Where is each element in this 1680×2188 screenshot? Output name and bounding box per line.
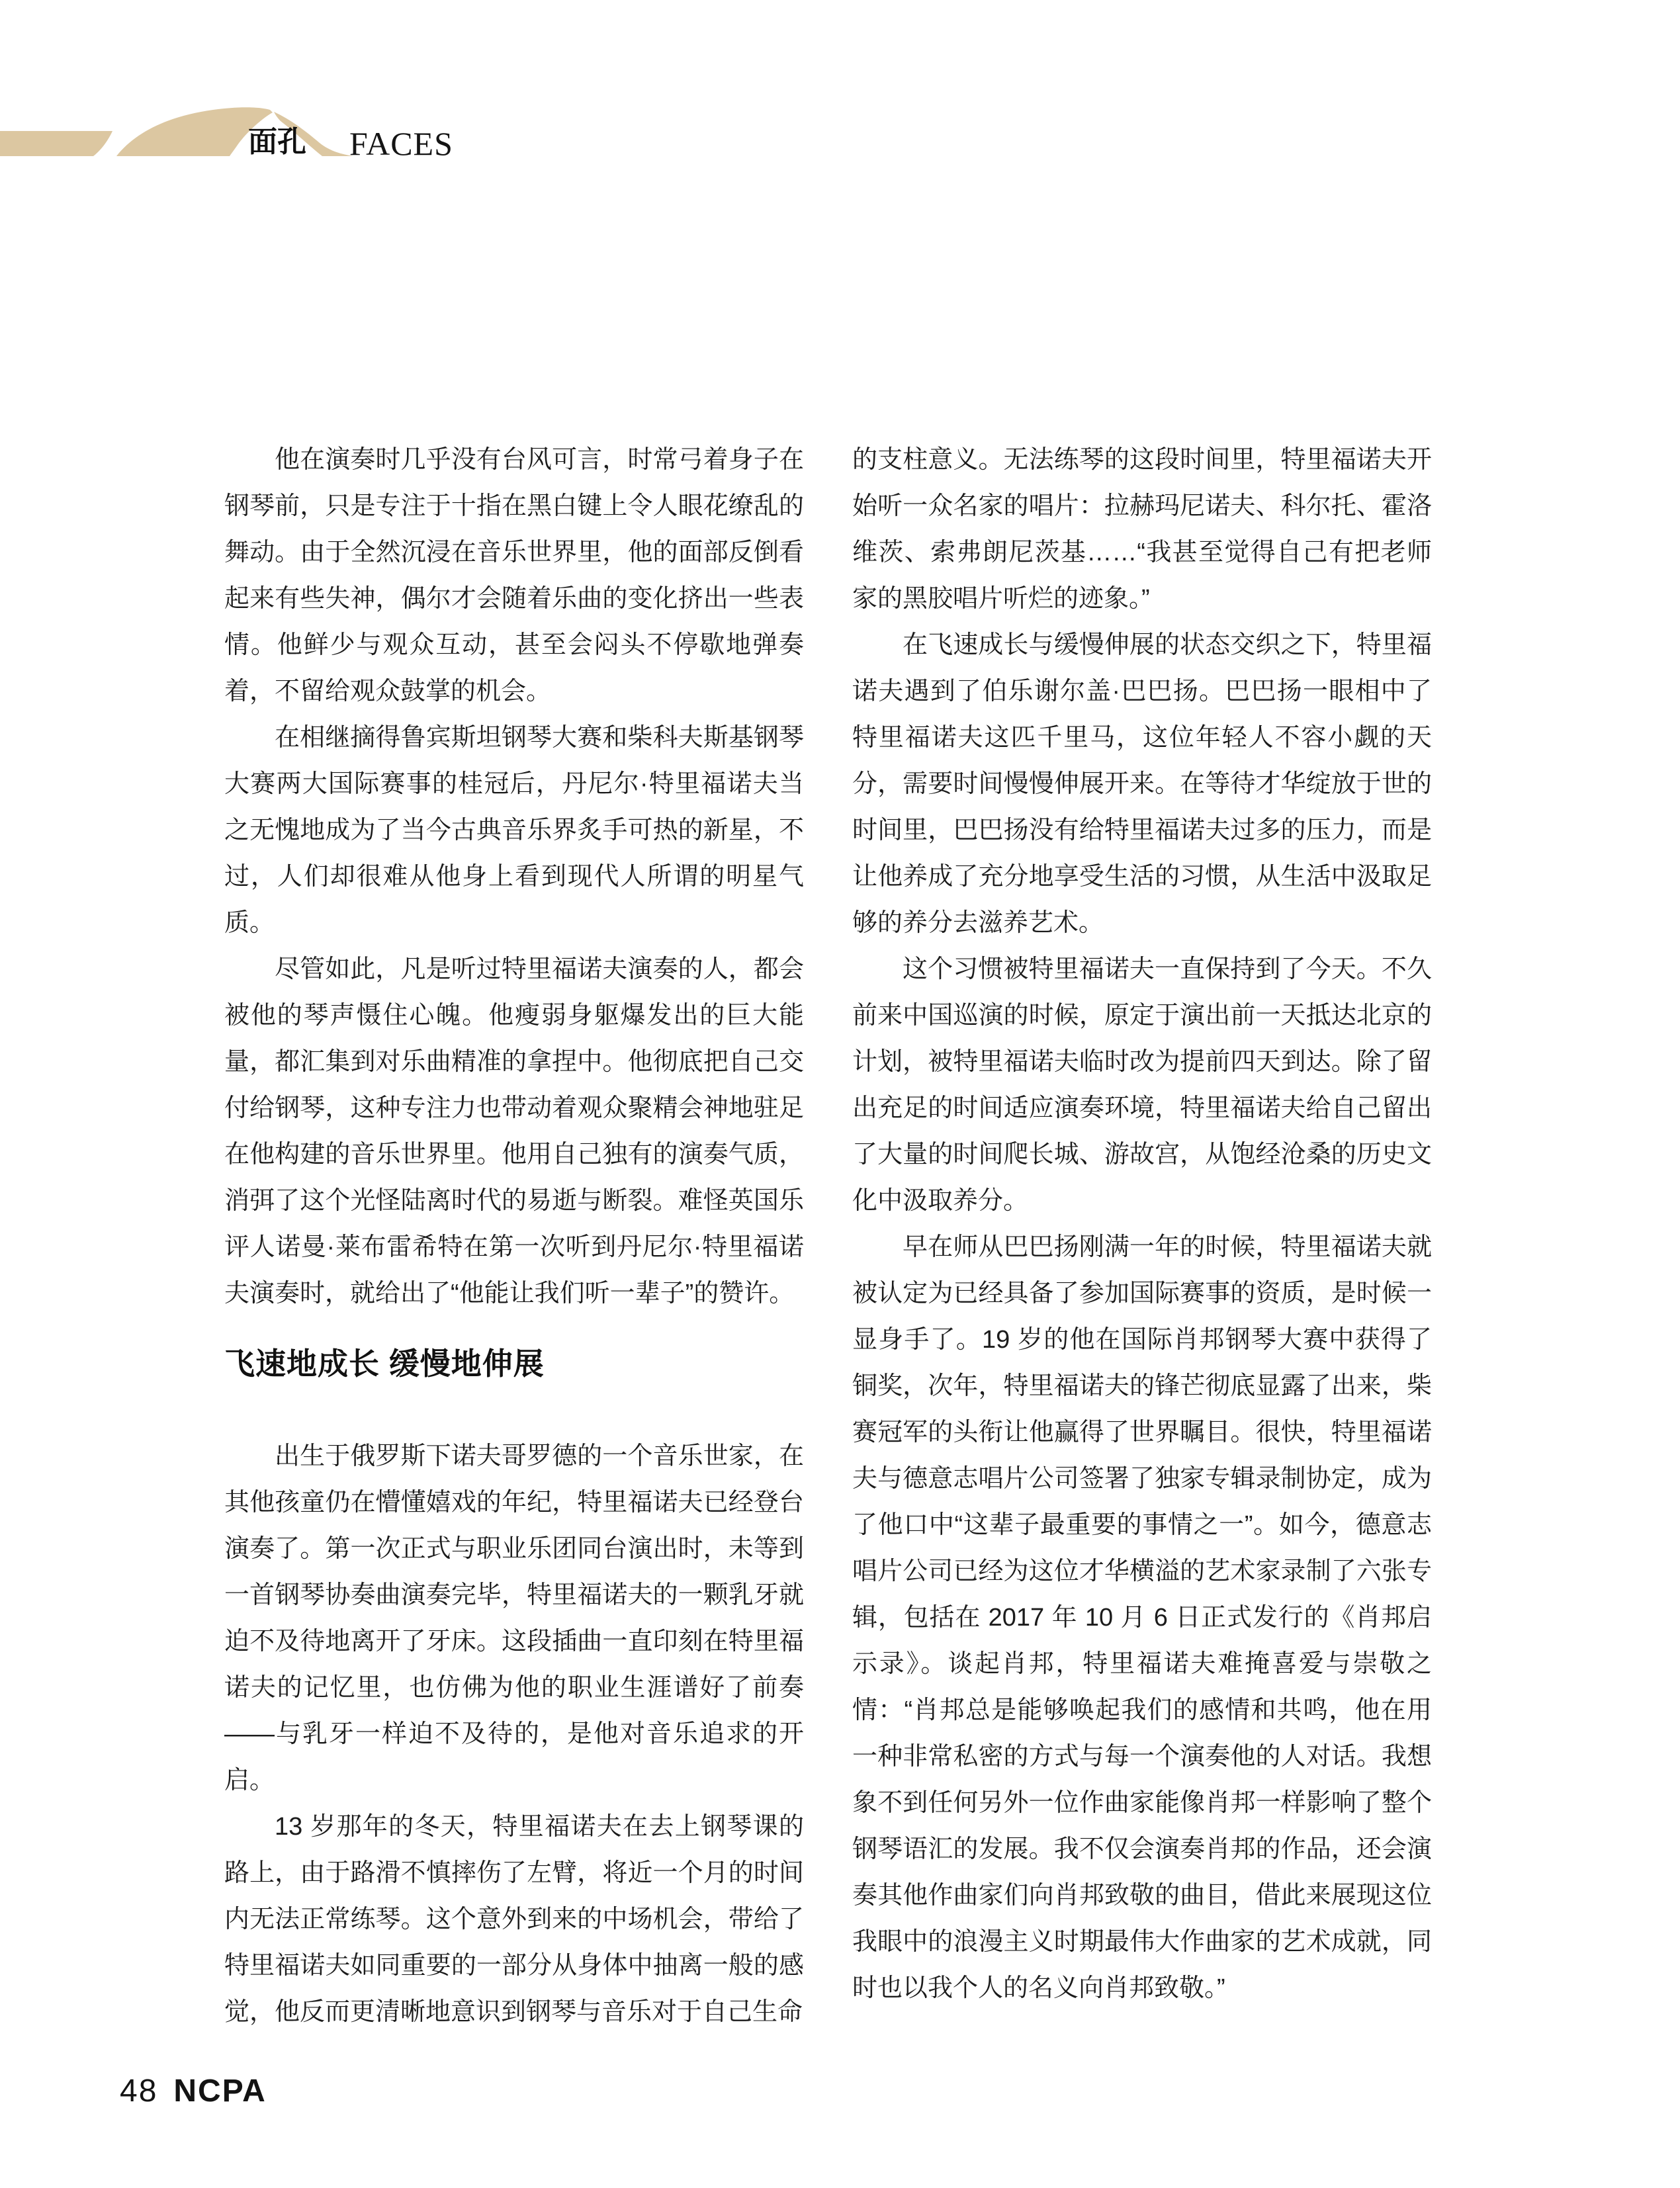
body-paragraph: 尽管如此，凡是听过特里福诺夫演奏的人，都会被他的琴声慑住心魄。他瘦弱身躯爆发出的巨大能量，都汇集到对乐曲精准的拿捏中。他彻底把自己交付给钢琴，这种专注力也带动着观众聚精会神地驻足在他构建的音乐世界里。他用自己独有的演奏气质，消弭了这个光怪陆离时代的易逝与断裂。难怪英国乐评人诺曼·莱布雷希特在第一次听到丹尼尔·特里福诺夫演奏时，就给出了“他能让我们听一辈子”的赞许。 (224, 955, 804, 1307)
page-footer (120, 2074, 267, 2109)
body-paragraph: 出生于俄罗斯下诺夫哥罗德的一个音乐世家，在其他孩童仍在懵懂嬉戏的年纪，特里福诺夫已经登台演奏了。第一次正式与职业乐团同台演出时，未等到一首钢琴协奏曲演奏完毕，特里福诺夫的一颗乳牙就迫不及待地离开了牙床。这段插曲一直印刻在特里福诺夫的记忆里，也仿佛为他的职业生涯谱好了前奏——与乳牙一样迫不及待的，是他对音乐追求的开启。 (224, 1442, 804, 1794)
right-column (852, 437, 1432, 2011)
section-heading: 飞速地成长 缓慢地伸展 (224, 1346, 545, 1381)
body-paragraph: 这个习惯被特里福诺夫一直保持到了今天。不久前来中国巡演的时候，原定于演出前一天抵达北京的计划，被特里福诺夫临时改为提前四天到达。除了留出充足的时间适应演奏环境，特里福诺夫给自己留出了大量的时间爬长城、游故宫，从饱经沧桑的历史文化中汲取养分。 (852, 955, 1432, 1215)
page-header (0, 0, 596, 198)
body-paragraph: 的支柱意义。无法练琴的这段时间里，特里福诺夫开始听一众名家的唱片：拉赫玛尼诺夫、科尔托、霍洛维茨、索弗朗尼茨基……“我甚至觉得自己有把老师家的黑胶唱片听烂的迹象。” (852, 446, 1432, 613)
body-paragraph: 他在演奏时几乎没有台风可言，时常弓着身子在钢琴前，只是专注于十指在黑白键上令人眼花缭乱的舞动。由于全然沉浸在音乐世界里，他的面部反倒看起来有些失神，偶尔才会随着乐曲的变化挤出一些表情。他鲜少与观众互动，甚至会闷头不停歇地弹奏着，不留给观众鼓掌的机会。 (224, 446, 804, 705)
section-title-chinese: 面孔 (248, 126, 306, 158)
body-paragraph: 在飞速成长与缓慢伸展的状态交织之下，特里福诺夫遇到了伯乐谢尔盖·巴巴扬。巴巴扬一眼相中了特里福诺夫这匹千里马，这位年轻人不容小觑的天分，需要时间慢慢伸展开来。在等待才华绽放于世的时间里，巴巴扬没有给特里福诺夫过多的压力，而是让他养成了充分地享受生活的习惯，从生活中汲取足够的养分去滋养艺术。 (852, 631, 1432, 937)
section-title-english: FACES (349, 125, 453, 162)
accent-band-shape (0, 131, 112, 156)
left-column (224, 437, 804, 2035)
page-number: 48 (120, 2074, 158, 2109)
body-paragraph: 13 岁那年的冬天，特里福诺夫在去上钢琴课的路上，由于路滑不慎摔伤了左臂，将近一个月的时间内无法正常练琴。这个意外到来的中场机会，带给了特里福诺夫如同重要的一部分从身体中抽离一般的感觉，他反而更清晰地意识到钢琴与音乐对于自己生命 (224, 1813, 804, 2026)
body-paragraph: 早在师从巴巴扬刚满一年的时候，特里福诺夫就被认定为已经具备了参加国际赛事的资质，是时候一显身手了。19 岁的他在国际肖邦钢琴大赛中获得了铜奖，次年，特里福诺夫的锋芒彻底显露了出来，柴赛冠军的头衔让他赢得了世界瞩目。很快，特里福诺夫与德意志唱片公司签署了独家专辑录制协定，成为了他口中“这辈子最重要的事情之一”。如今，德意志唱片公司已经为这位才华横溢的艺术家录制了六张专辑，包括在 2017 年 10 月 6 日正式发行的《肖邦启示录》。谈起肖邦，特里福诺夫难掩喜爱与崇敬之情：“肖邦总是能够唤起我们的感情和共鸣，他在用一种非常私密的方式与每一个演奏他的人对话。我想象不到任何另外一位作曲家能像肖邦一样影响了整个钢琴语汇的发展。我不仅会演奏肖邦的作品，还会演奏其他作曲家们向肖邦致敬的曲目，借此来展现这位我眼中的浪漫主义时期最伟大作曲家的艺术成就，同时也以我个人的名义向肖邦致敬。” (852, 1233, 1432, 2002)
magazine-name: NCPA (173, 2074, 267, 2109)
header-swoosh-graphic (0, 0, 596, 198)
body-paragraph: 在相继摘得鲁宾斯坦钢琴大赛和柴科夫斯基钢琴大赛两大国际赛事的桂冠后，丹尼尔·特里福诺夫当之无愧地成为了当今古典音乐界炙手可热的新星，不过，人们却很难从他身上看到现代人所谓的明星气质。 (224, 724, 804, 937)
